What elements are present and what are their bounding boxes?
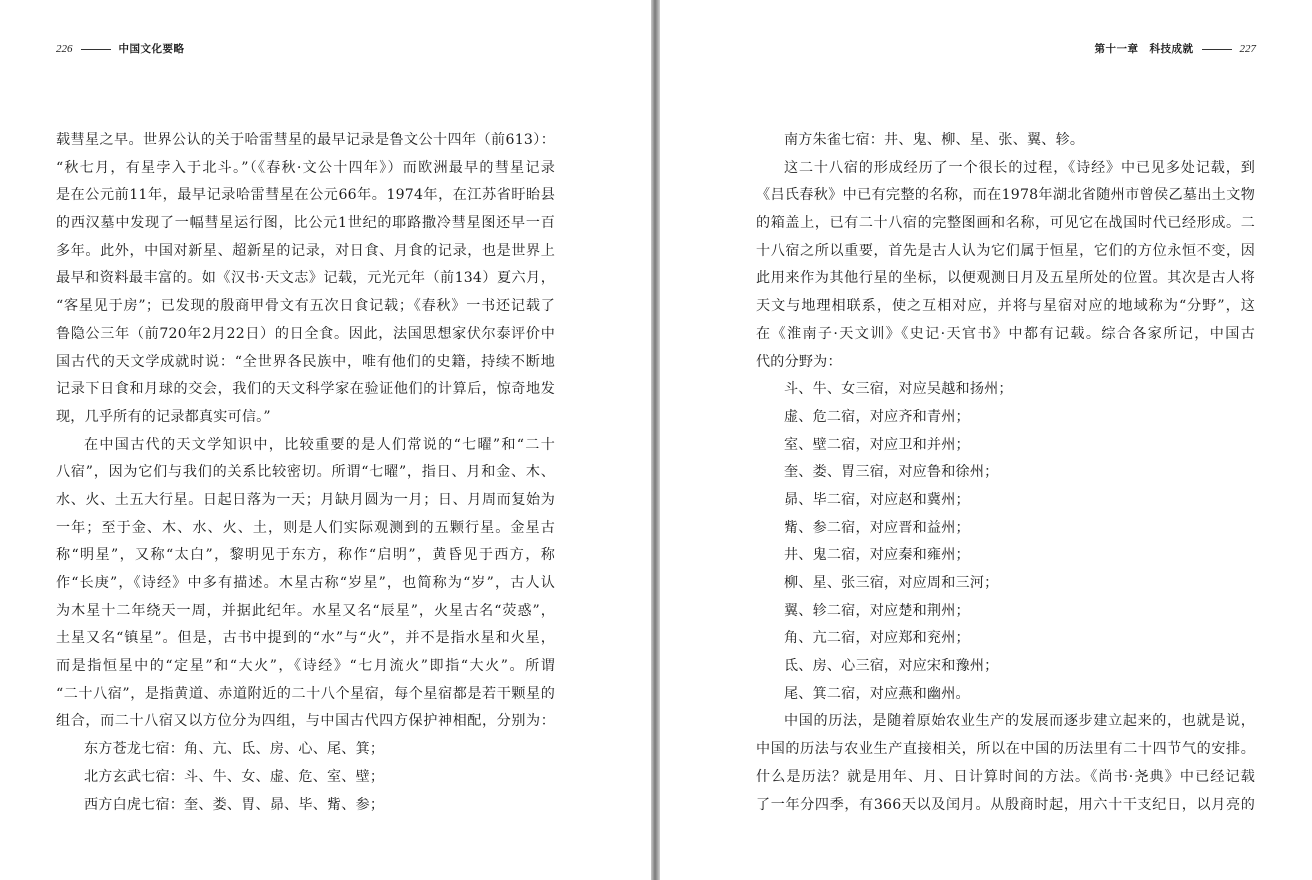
text-line: 此用来作为其他行星的坐标，以便观测日月及五星所处的位置。其次是古人将	[756, 270, 1255, 287]
text-line: 的西汉墓中发现了一幅彗星运行图，比公元1世纪的耶路撒冷彗星图还早一百	[56, 215, 555, 232]
text-line: 称“明星”，又称“太白”，黎明见于东方，称作“启明”，黄昏见于西方，称	[56, 547, 555, 564]
list-item: 昴、毕二宿，对应赵和冀州；	[784, 491, 970, 508]
text-line: 为木星十二年绕天一周，并据此纪年。水星又名“辰星”，火星古名“荧惑”，	[56, 602, 555, 619]
list-item: 井、鬼二宿，对应秦和雍州；	[784, 547, 970, 564]
list-item: 角、亢二宿，对应郑和兖州；	[784, 630, 970, 647]
text-line: 天文与地理相联系，使之互相对应，并将与星宿对应的地域称为“分野”，这	[756, 298, 1255, 315]
left-page	[0, 0, 651, 880]
text-line: 多年。此外，中国对新星、超新星的记录，对日食、月食的记录，也是世界上	[56, 242, 555, 259]
text-line: 什么是历法？就是用年、月、日计算时间的方法。《尚书·尧典》中已经记载	[756, 768, 1255, 785]
paragraph-first-line: 这二十八宿的形成经历了一个很长的过程，《诗经》中已见多处记载，到	[784, 159, 1255, 176]
text-line: 《吕氏春秋》中已有完整的名称，而在1978年湖北省随州市曾侯乙墓出土文物	[756, 187, 1255, 204]
list-item: 室、壁二宿，对应卫和并州；	[784, 436, 970, 453]
text-line: 水、火、土五大行星。日起日落为一天；月缺月圆为一月；日、月周而复始为	[56, 491, 555, 508]
text-line: 现，几乎所有的记录都真实可信。”	[56, 408, 271, 425]
header-rule	[81, 49, 111, 50]
text-line: 在《淮南子·天文训》《史记·天官书》中都有记载。综合各家所记，中国古	[756, 325, 1255, 342]
list-item: 虚、危二宿，对应齐和青州；	[784, 408, 970, 425]
text-line: 而是指恒星中的“定星”和“大火”，《诗经》“七月流火”即指“大火”。所谓	[56, 658, 555, 675]
text-line: 八宿”，因为它们与我们的关系比较密切。所谓“七曜”，指日、月和金、木、	[56, 464, 555, 481]
right-body-text	[756, 127, 1255, 819]
text-line: “客星见于房”；已发现的殷商甲骨文有五次日食记载；《春秋》一书还记载了	[56, 298, 555, 315]
left-body-text	[56, 127, 555, 819]
list-item: 斗、牛、女三宿，对应吴越和扬州；	[784, 381, 1013, 398]
text-line: 的箱盖上，已有二十八宿的完整图画和名称，可见它在战国时代已经形成。二	[756, 215, 1255, 232]
text-line: “秋七月，有星孛入于北斗。”（《春秋·文公十四年》）而欧洲最早的彗星记录	[56, 159, 555, 176]
list-item: 氐、房、心三宿，对应宋和豫州；	[784, 658, 999, 675]
list-item: 西方白虎七宿：奎、娄、胃、昴、毕、觜、参；	[84, 796, 385, 813]
list-item: 翼、轸二宿，对应楚和荆州；	[784, 602, 970, 619]
left-page-number: 226	[56, 43, 73, 55]
text-line: 中国的历法与农业生产直接相关，所以在中国的历法里有二十四节气的安排。	[756, 741, 1255, 758]
right-running-header	[1095, 40, 1257, 58]
text-line: 国古代的天文学成就时说：“全世界各民族中，唯有他们的史籍，持续不断地	[56, 353, 555, 370]
left-header-title: 中国文化要略	[118, 43, 185, 55]
text-line: 记录下日食和月球的交会，我们的天文科学家在验证他们的计算后，惊奇地发	[56, 381, 555, 398]
text-line: 组合，而二十八宿又以方位分为四组，与中国古代四方保护神相配，分别为：	[56, 713, 555, 730]
right-page	[660, 0, 1312, 880]
text-line: 载彗星之早。世界公认的关于哈雷彗星的最早记录是鲁文公十四年（前613）：	[56, 132, 555, 148]
text-line: 作“长庚”，《诗经》中多有描述。木星古称“岁星”，也简称为“岁”，古人认	[56, 575, 555, 591]
list-item: 觜、参二宿，对应晋和益州；	[784, 519, 970, 536]
book-spine	[651, 0, 660, 880]
list-item: 北方玄武七宿：斗、牛、女、虚、危、室、壁；	[84, 768, 385, 785]
list-item: 南方朱雀七宿：井、鬼、柳、星、张、翼、轸。	[784, 132, 1085, 148]
right-header-title: 第十一章 科技成就	[1094, 43, 1194, 55]
right-page-number: 227	[1239, 43, 1256, 55]
list-item: 尾、箕二宿，对应燕和幽州。	[784, 685, 970, 702]
header-rule	[1202, 49, 1232, 50]
text-line: “二十八宿”，是指黄道、赤道附近的二十八个星宿，每个星宿都是若干颗星的	[56, 685, 555, 702]
left-running-header	[56, 40, 185, 58]
text-line: 十八宿之所以重要，首先是古人认为它们属于恒星，它们的方位永恒不变，因	[756, 242, 1255, 259]
list-item: 奎、娄、胃三宿，对应鲁和徐州；	[784, 464, 999, 481]
text-line: 是在公元前11年，最早记录哈雷彗星在公元66年。1974年，在江苏省盱眙县	[56, 187, 555, 204]
text-line: 土星又名“镇星”。但是，古书中提到的“水”与“火”，并不是指水星和火星，	[56, 630, 555, 647]
text-line: 一年；至于金、木、水、火、土，则是人们实际观测到的五颗行星。金星古	[56, 519, 555, 536]
paragraph-first-line: 在中国古代的天文学知识中，比较重要的是人们常说的“七曜”和“二十	[84, 436, 555, 453]
text-line: 代的分野为：	[756, 353, 842, 370]
text-line: 了一年分四季，有366天以及闰月。从殷商时起，用六十干支纪日，以月亮的	[756, 796, 1255, 813]
list-item: 东方苍龙七宿：角、亢、氐、房、心、尾、箕；	[84, 741, 385, 758]
text-line: 鲁隐公三年（前720年2月22日）的日全食。因此，法国思想家伏尔泰评价中	[56, 325, 555, 342]
list-item: 柳、星、张三宿，对应周和三河；	[784, 575, 999, 591]
text-line: 最早和资料最丰富的。如《汉书·天文志》记载，元光元年（前134）夏六月，	[56, 270, 555, 287]
paragraph-first-line: 中国的历法，是随着原始农业生产的发展而逐步建立起来的，也就是说，	[784, 713, 1255, 730]
